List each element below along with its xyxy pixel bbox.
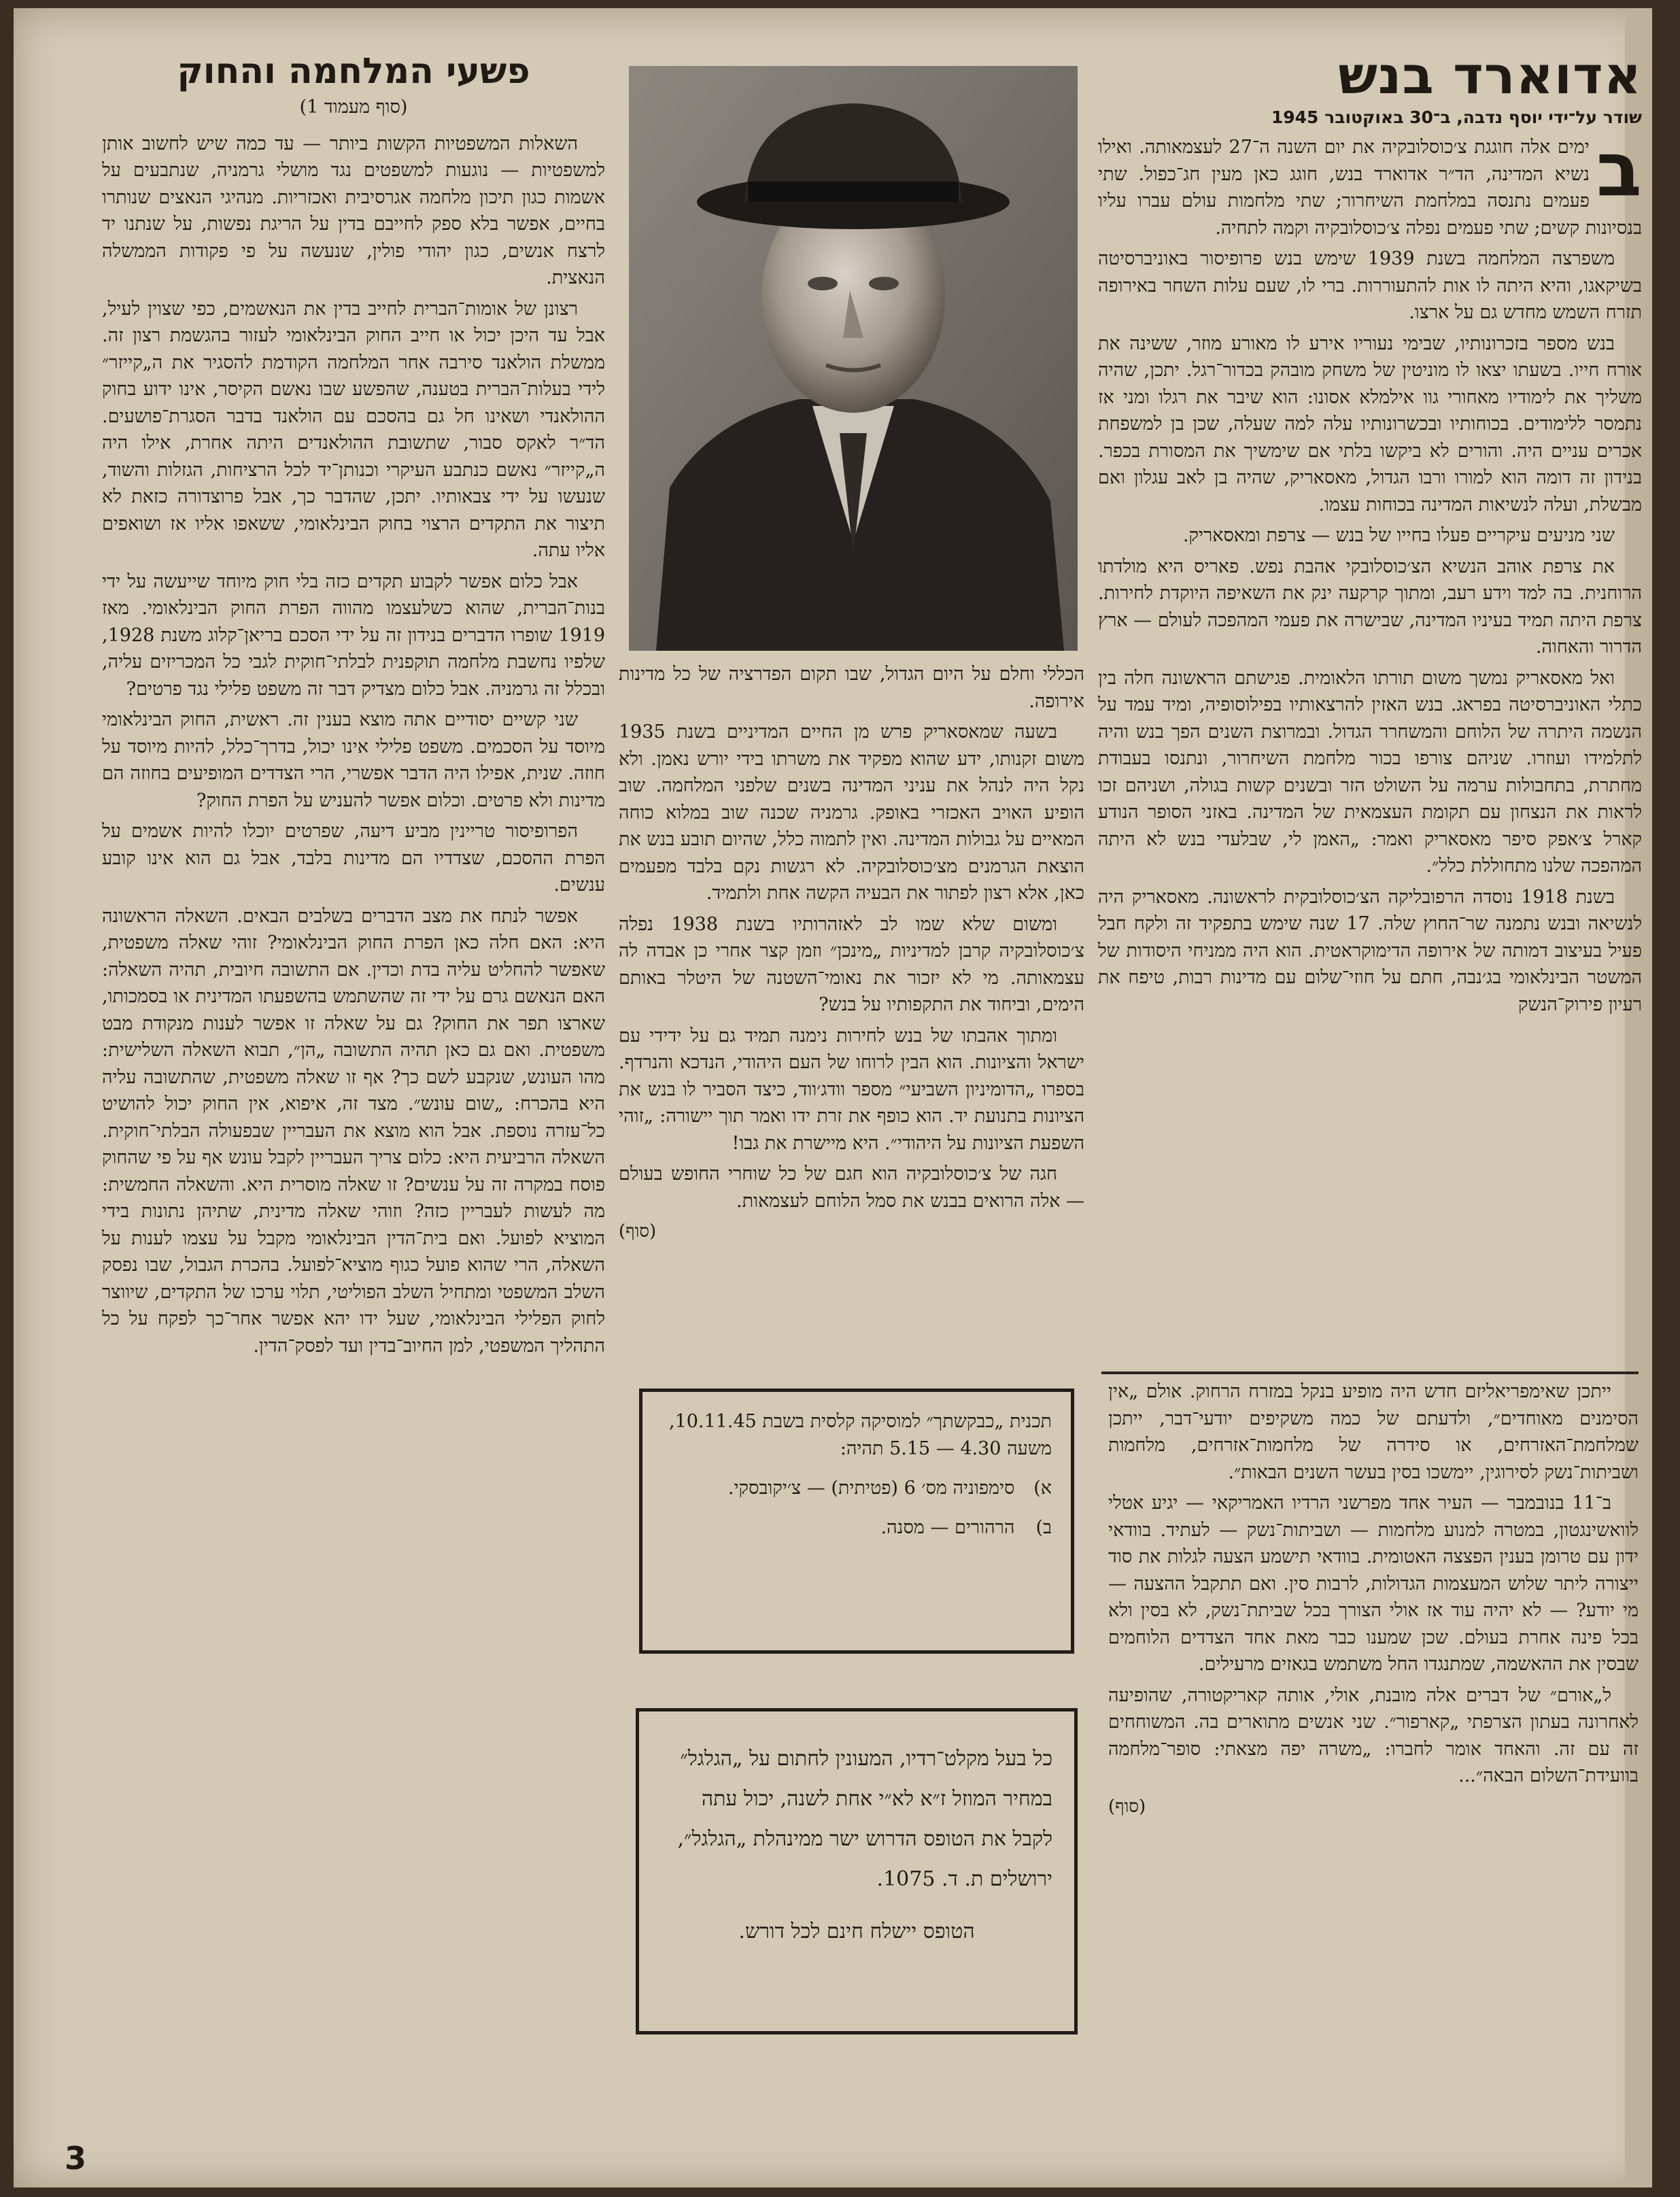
column-divider bbox=[1101, 1372, 1639, 1374]
benes-article-byline: שודר על־ידי יוסף נדבה, ב־30 באוקטובר 1945 bbox=[1271, 107, 1642, 127]
benes-continued-paragraph: ומשום שלא שמו לב לאזהרותיו בשנת 1938 נפלה צ׳כוסלובקיה קרבן למדיניות „מינכן״ וזמן קצר אחרי כן אבדה לה עצמאותה. מי לא יזכור את נאומי־השטנה של היטלר באותם הימים, וביחוד את התקפותיו על בנש? bbox=[619, 913, 1084, 1015]
radio-program-box bbox=[639, 1389, 1074, 1654]
war-crimes-paragraph: הפרופיסור טריינין מביע דיעה, שפרטים יוכלו להיות אשמים על הפרת ההסכם, שצדדיו הם מדינות בלבד, אבל גם הוא אינו קובע ענשים. bbox=[102, 821, 605, 896]
page-number: 3 bbox=[65, 2140, 87, 2177]
benes-continued bbox=[619, 661, 1084, 1246]
drop-cap: ב bbox=[1596, 126, 1642, 213]
war-crimes-paragraph: רצונן של אומות־הברית לחייב בדין את הנאשמים, כפי שצוין לעיל, אבל עד היכן יכול או חייב החוק הבינלאומי לעזור בהגשמת רצון זה. ממשלת הולאנד סירבה אחר המלחמה הקודמת להסגיר את ה„קייזר״ לידי בעלות־הברית בטענה, שהפשע שבו נאשם הקיסר, אינו ידוע בחוק ההולאנדי ושאינו חל גם בהסכם עם הולאנד בדבר הסגרת־פושעים. הד״ר לאקס סבור, שתשובת ההולאנדים היתה אחרת, אילו היה ה„קייזר״ נאשם כנתבע העיקרי וכנותן־יד לכל הרציחות, הגזלות והשוד, שנעשו על ידי צבאותיו. יתכן, שהדבר כך, אבל פרוצדורה כזאת לא תיצור את התקדים הרצוי בחוק הבינלאומי, ששאפו אליו אז ושואפים אליו עתה. bbox=[102, 298, 606, 561]
newspaper-page bbox=[14, 8, 1652, 2187]
war-crimes-paragraph: אבל כלום אפשר לקבוע תקדים כזה בלי חוק מיוחד שייעשה על ידי בנות־הברית, שהוא כשלעצמו מהווה הפרת החוק הבינלאומי. מאז 1919 שופרו הדברים בנידון זה על ידי הסכם בריאן־קלוג משנת 1928, שלפיו נחשבת מלחמה תוקפנית לבלתי־חוקית לגבי כל המכריזים עליה, ובכלל זה גרמניה. אבל כלום מצדיק דבר זה משפט פלילי נגד פרטים? bbox=[102, 570, 605, 700]
benes-paragraph: משפרצה המלחמה בשנת 1939 שימש בנש פרופיסור באוניברסיטה בשיקאגו, והיא היתה לו אות להתעוררות. ברי לו, שעם עלות השחר באירופה תזרח השמש מחדש גם על ארצו. bbox=[1098, 248, 1642, 323]
far-east-paragraph: ב־11 בנובמבר — העיר אחד מפרשני הרדיו האמריקאי — יגיע אטלי לוואשינגטון, במטרה למנוע מלחמות — ושביתות־נשק — לעתיד. בוודאי ידון עם טרומן בענין הפצצה האטומית. בוודאי תישמע הצעה לגלות את סוד ייצורה ליתר שלוש המעצמות הגדולות, לרבות סין. ואם תתקבל ההצעה — מי יודע? — לא יהיה עוד אז אולי הצורך בכל שביתת־נשק, לא בסין ולא בכל פינה אחרת בעולם. שכן שמענו כבר מאת אחד הצדדים הלוחמים שבסין את ההאשמה, שמתנגדו החל משתמש בגאזים מרעילים. bbox=[1108, 1493, 1639, 1675]
item-text: הרהורים — מסנה. bbox=[880, 1517, 1015, 1538]
item-label: א) bbox=[1033, 1478, 1052, 1499]
item-text: סימפוניה מס׳ 6 (פטיתית) — צ׳יקובסקי. bbox=[727, 1478, 1015, 1499]
benes-article bbox=[1098, 46, 1642, 1022]
war-crimes-subtitle: (סוף מעמוד 1) bbox=[299, 97, 408, 118]
subscription-text: כל בעל מקלט־רדיו, המעונין לחתום על „הגלגל״ במחיר המוזל ז״א לא״י אחת לשנה, יכול עתה לקבל את הטופס הדרוש ישר ממינהלת „הגלגל״, ירושלים ת. ד. 1075. bbox=[677, 1747, 1052, 1891]
far-east-article bbox=[1108, 1378, 1639, 1820]
benes-continued-paragraph: ומתוך אהבתו של בנש לחירות נימנה תמיד גם על ידידי עם ישראל והציונות. הוא הבין לרוחו של העם היהודי, הנדכא והנרדף. בספרו „הדומיניון השביעי״ מספר וודג׳ווד, כיצד הסביר לו בנש את הציונות בתנועת יד. הוא כופף את זרת ידו ואמר תוך יישורה: „זוהי השפעת הציונות על היהודי״. היא מיישרת את גבו! bbox=[619, 1025, 1084, 1154]
benes-paragraph: בנש מספר בזכרונותיו, שבימי נעוריו אירע לו מאורע מוזר, ששינה את אורח חייו. בשעתו יצאו לו מוניטין של משחק מובהק בכדור־רגל. יתכן, שהיה משליך את לימודיו מאחורי גוו אילמלא אסונו: הוא שיבר את רגלו ומני אז נתמסר ללימודים. בכוחותיו ובכשרונותיו עלה למה שעלה, שכן בן למשפחת אכרים עניים היה. והורים לא ביקשו בלתי אם שימשיך את המסורת בכפר. בנידון זה דומה הוא למורו ורבו הגדול, מאסאריק, שהיה בן לאב עגלון ואם מבשלת, ועלה לנשיאות המדינה בכוחות עצמו. bbox=[1098, 333, 1642, 515]
item-label: ב) bbox=[1035, 1517, 1052, 1538]
benes-paragraph: ואל מאסאריק נמשך משום תורתו הלאומית. פגישתם הראשונה חלה בין כתלי האוניברסיטה בפראג. בנש האזין להרצאותיו בפילוסופיה, ומיד עמד על הנשמה היתרה של הלוחם והמשחרר הגדול. ובמרוצת השנים הפך בנש והיה לתלמידו ועוזרו. שניהם צורפו בכור מלחמת השיחרור, ונתנסו בעבודת מחתרת, בתחבולות ערמה על השולט הזר ובשנים קשות בגולה, ושניהם זכו לראות את הנצחון עם תקומת העצמאית של המדינה. באזני הסופר הנודע קארל צ׳אפק סיפר מאסאריק ואמר: „האמן לי, שבלעדי בנש לא היתה המהפכה שלנו מתחוללת כלל״. bbox=[1098, 667, 1642, 876]
benes-continued-paragraph: הכללי וחלם על היום הגדול, שבו תקום הפדרציה של כל מדינות אירופה. bbox=[619, 664, 1084, 712]
far-east-paragraph: ייתכן שאימפריאליזם חדש היה מופיע בנקל במזרח הרחוק. אולם „אין הסימנים מאוחדים״, ולדעתם של כמה משקיפים יודעי־דבר, ייתכן שמלחמת־האזרחים, או סידרה של מלחמות־אזרחים, מלחמות ושביתות־נשק לסירוגין, יימשכו בסין בעשר השנים הבאות״. bbox=[1108, 1381, 1639, 1483]
benes-continued-paragraph: חגה של צ׳כוסלובקיה הוא חגם של כל שוחרי החופש בעולם — אלה הרואים בבנש את סמל הלוחם לעצמאות. bbox=[619, 1163, 1084, 1212]
benes-article-title: אדוארד בנש bbox=[1338, 45, 1642, 105]
war-crimes-article bbox=[102, 49, 605, 1363]
benes-portrait-photo bbox=[629, 66, 1078, 651]
benes-paragraph: בשנת 1918 נוסדה הרפובליקה הצ׳כוסלובקית לראשונה. מאסאריק היה לנשיאה ובנש נתמנה שר־החוץ שלה. 17 שנה שימש בתפקיד זה ולקח חבל פעיל בעיצוב דמותה של אירופה הדימוקראטית. הוא היה ממניחי היסודות של המשטר הבינלאומי בג׳נבה, חתם על חוזי־שלום עם מדינות רבות, טיפח את רעיון פירוק־הנשק bbox=[1098, 886, 1642, 1015]
portrait-image bbox=[629, 66, 1078, 651]
war-crimes-title: פשעי המלחמה והחוק bbox=[177, 51, 530, 92]
benes-paragraph: שני מניעים עיקריים פעלו בחייו של בנש — צרפת ומאסאריק. bbox=[1182, 525, 1615, 546]
far-east-paragraph: ל„אורם״ של דברים אלה מובנת, אולי, אותה קאריקטורה, שהופיעה לאחרונה בעתון הצרפתי „קארפור״. שני אנשים מתוארים בה. המשוחחים זה עם זה. והאחד אומר לחברו: „משרה יפה מצאתי: סופר־מלחמה בוועידת־השלום הבאה״... bbox=[1108, 1684, 1639, 1786]
radio-program-header: תכנית „כבקשתך״ למוסיקה קלסית בשבת 10.11.45, משעה 4.30 — 5.15 תהיה: bbox=[668, 1411, 1052, 1459]
end-mark: (סוף) bbox=[619, 1221, 657, 1242]
war-crimes-paragraph: השאלות המשפטיות הקשות ביותר — עד כמה שיש לחשוב אותן למשפטיות — נוגעות למשפטים נגד מושלי גרמניה, שנתבעים על אשמות כגון תיכון מלחמה אגרסיבית ואכזריות. מנהיגי הנאצים שנותרו בחיים, אפשר בלא ספק לחייבם בדין על הריגת נפשות, על שנתנו יד לרצח אנשים, כגון יהודי פולין, שנעשה על פי פקודות הממשלה הנאצית. bbox=[102, 133, 605, 288]
end-mark: (סוף) bbox=[1108, 1796, 1146, 1817]
benes-paragraph: את צרפת אוהב הנשיא הצ׳כוסלובקי אהבת נפש. פאריס היא מולדתו הרוחנית. בה למד וידע רעב, ומתוך קרקעה ינק את השאיפה היוקדת לחירות. צרפת היתה תמיד בעיניו המדינה, שבישרה את פעמי המהפכה לעולם — ארץ הדרור והאחוה. bbox=[1098, 556, 1642, 658]
benes-paragraph: ב ימים אלה חוגגת צ׳כוסלובקיה את יום השנה ה־27 לעצמאותה. ואילו נשיא המדינה, הד״ר אדוארד בנש, חוגג כאן מעין חג־כפול. שתי פעמים נתנסה במלחמת השיחרור; שתי מלחמות עולם עברו עליו בנסיונות קשים; שתי פעמים נפלה צ׳כוסלובקיה וקמה לתחיה. bbox=[1098, 126, 1642, 239]
war-crimes-paragraph: אפשר לנתח את מצב הדברים בשלבים הבאים. השאלה הראשונה היא: האם חלה כאן הפרת החוק הבינלאומי? זוהי שאלה משפטית, שאפשר להחליט עליה בדת וכדין. אם התשובה חיובית, תהיה השאלה: האם הנאשם גרם על ידי זה שהשתמש בהשפעתו המדינית או בסמכותו, שארצו תפר את החוק? גם על שאלה זו אפשר לענות מנקודת מבט משפטית. ואם גם כאן תהיה התשובה „הן״, תבוא השאלה השלישית: מהו העונש, שנקבע לשם כך? אף זו שאלה משפטית, שהתשובה עליה היא בהכרח: „שום עונש״. מצד זה, איפוא, אין החוק יכול להושיט כל־עזרה נוספת. אבל הוא מוצא את העבריין שבפעולה הבלתי־חוקית. השאלה הרביעית היא: כלום צריך העבריין לקבל עונש אף על פי שהחוק פוסח במקרה זה על ענשים? זו שאלה מוסרית היא. והשאלה החמשית: מה לעשות לעבריין כזה? וזוהי שאלה מדינית, שתיהן נתונות בידי המוציא לפועל. ואם בית־הדין הבינלאומי מקבל על עצמו לענות על השאלה, הרי שהוא פועל כגוף מוציא־לפועל. בהכרת הגבול, שבו נפסק השלב המשפטי ומתחיל השלב הפוליטי, תלוי ערכו של התקדים, שיווצר לחוק הפלילי הבינלאומי, שעל ידו יהא אפשר אחר־כך לפקח על כל התהליך המשפטי, למן החיוב־בדין ועד לפסק־הדין. bbox=[102, 905, 605, 1357]
radio-program-item bbox=[662, 1475, 1052, 1502]
war-crimes-paragraph: שני קשיים יסודיים אתה מוצא בענין זה. ראשית, החוק הבינלאומי מיוסד על הסכמים. משפט פלילי אינו יכול, בדרך־כלל, להיות מיוסד על חוזה. שנית, אפילו היה הדבר אפשרי, הרי הצדדים המופיעים בחוזה הם מדינות ולא פרטים. וכלום אפשר להעניש על הפרת החוק? bbox=[102, 709, 605, 811]
subscription-footer: הטופס יישלח חינם לכל דורש. bbox=[738, 1920, 975, 1943]
benes-continued-paragraph: בשעה שמאסאריק פרש מן החיים המדיניים בשנת 1935 משום זקנותו, ידע שהוא מפקיד את משרתו בידי יורש נאמן. ולא נקל היה לנהל את עניני המדינה בשנים שלפני המלחמה. שוב הופיע האויב האכזרי באופק. גרמניה שכנה שוב במלוא כוחה המאיים על גבולות המדינה. ואין לתמוה כלל, שהיום תובע בנש את הוצאת הגרמנים מצ׳כוסלובקיה. לא רגשות נקם בלבד מפעמים כאן, אלא רצון לפתור את הבעיה הקשה אחת ולתמיד. bbox=[619, 721, 1084, 904]
subscription-box bbox=[636, 1708, 1078, 2034]
radio-program-item bbox=[662, 1514, 1052, 1542]
